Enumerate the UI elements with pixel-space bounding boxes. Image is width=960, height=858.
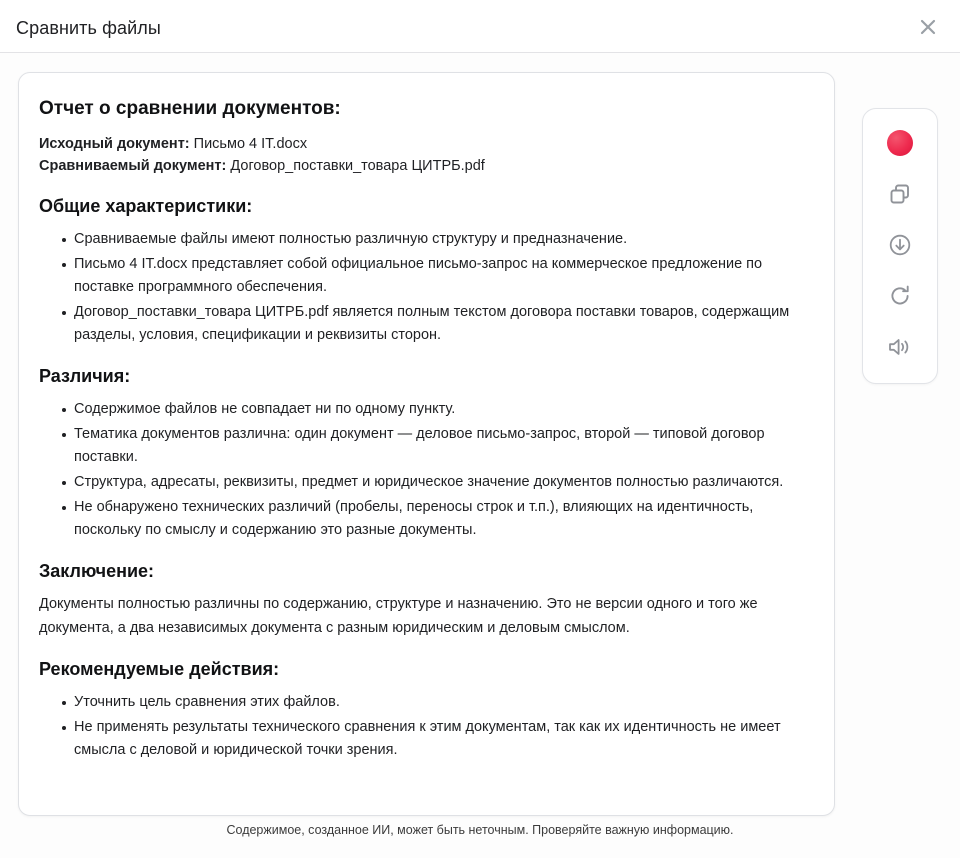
red-circle-stop-icon [887,130,913,156]
close-button[interactable] [914,13,942,41]
conclusion-paragraph: Документы полностью различны по содержанию, структуре и назначению. Это не версии одного и того же документа, а два независимых документа с разным юридическим и деловым смыслом. [39,596,758,636]
close-icon [919,18,937,36]
window-header [0,0,960,53]
list-item: Не обнаружено технических различий (пробелы, переносы строк и т.п.), влияющих на идентичность, поскольку по смыслу и содержанию это разные документы. [62,496,812,542]
download-button[interactable] [876,223,924,267]
list-item: Содержимое файлов не совпадает ни по одному пункту. [62,398,812,421]
list-item: Договор_поставки_товара ЦИТРБ.pdf является полным текстом договора поставки товаров, содержащим разделы, условия, спецификации и реквизиты сторон. [62,301,812,347]
page-body [0,53,960,858]
section-list-differences [39,398,812,542]
report-title: Отчет о сравнении документов: [39,98,341,119]
regenerate-button[interactable] [876,274,924,318]
comparison-report-card [18,72,835,816]
list-item: Не применять результаты технического сравнения к этим документам, так как их идентичность не имеет смысла с деловой и юридической точки зрения. [62,716,812,762]
action-toolbar [862,108,938,384]
section-heading-conclusion: Заключение: [39,561,155,581]
section-heading-general: Общие характеристики: [39,196,253,216]
list-item: Структура, адресаты, реквизиты, предмет и юридическое значение документов полностью различаются. [62,471,812,494]
section-heading-recommendations: Рекомендуемые действия: [39,659,280,679]
speaker-icon [886,334,914,360]
section-list-recommendations [39,691,812,762]
compared-document-label: Сравниваемый документ: [39,158,227,174]
download-circle-icon [887,232,913,258]
source-document-line [39,133,812,155]
section-heading-differences: Различия: [39,366,131,386]
copy-icon [887,181,913,207]
ai-disclaimer: Содержимое, созданное ИИ, может быть неточным. Проверяйте важную информацию. [226,823,734,837]
compared-document-line [39,155,812,177]
read-aloud-button[interactable] [876,325,924,369]
refresh-icon [887,283,913,309]
copy-button[interactable] [876,172,924,216]
list-item: Сравниваемые файлы имеют полностью различную структуру и предназначение. [62,228,812,251]
source-document-label: Исходный документ: [39,136,190,152]
section-list-general [39,228,812,347]
list-item: Тематика документов различна: один документ — деловое письмо-запрос, второй — типовой договор поставки. [62,423,812,469]
list-item: Уточнить цель сравнения этих файлов. [62,691,812,714]
source-document-value: Письмо 4 IT.docx [189,136,308,152]
list-item: Письмо 4 IT.docx представляет собой официальное письмо-запрос на коммерческое предложение по поставке программного обеспечения. [62,253,812,299]
page-title: Сравнить файлы [16,18,161,38]
compared-document-value: Договор_поставки_товара ЦИТРБ.pdf [226,158,485,174]
stop-generation-button[interactable] [876,121,924,165]
